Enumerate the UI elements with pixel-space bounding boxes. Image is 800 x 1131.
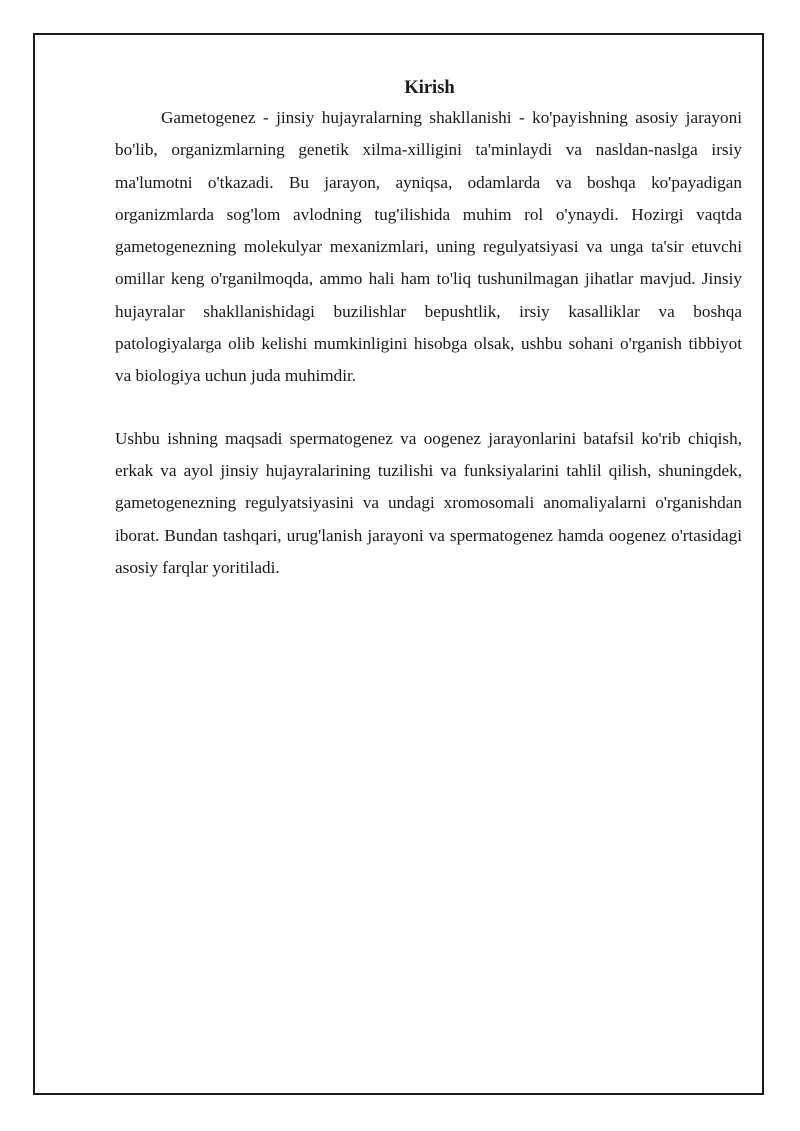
paragraph-objectives: Ushbu ishning maqsadi spermatogenez va oogenez jarayonlarini batafsil ko'rib chiqish, erkak va ayol jinsiy hujayralarining tuzilishi va funksiyalarini tahlil qilish, shuningdek, gametogenezning regulyatsiyasini va undagi xromosomali anomaliyalarni o'rganishdan iborat. Bundan tashqari, urug'lanish jarayoni va spermatogenez hamda oogenez o'rtasidagi asosiy farqlar yoritiladi. (115, 428, 742, 577)
document-body (115, 74, 742, 584)
paragraph-introduction: Gametogenez - jinsiy hujayralarning shakllanishi - ko'payishning asosiy jarayoni bo'lib, organizmlarning genetik xilma-xilligini ta'minlaydi va nasldan-naslga irsiy ma'lumotni o'tkazadi. Bu jarayon, ayniqsa, odamlarda va boshqa ko'payadigan organizmlarda sog'lom avlodning tug'ilishida muhim rol o'ynaydi. Hozirgi vaqtda gametogenezning molekulyar mexanizmlari, uning regulyatsiyasi va unga ta'sir etuvchi omillar keng o'rganilmoqda, ammo hali ham to'liq tushunilmagan jihatlar mavjud. Jinsiy hujayralar shakllanishidagi buzilishlar bepushtlik, irsiy kasalliklar va boshqa patologiyalarga olib kelishi mumkinligini hisobga olsak, ushbu sohani o'rganish tibbiyot va biologiya uchun juda muhimdir. (115, 108, 742, 386)
page-title: Kirish (404, 78, 455, 98)
